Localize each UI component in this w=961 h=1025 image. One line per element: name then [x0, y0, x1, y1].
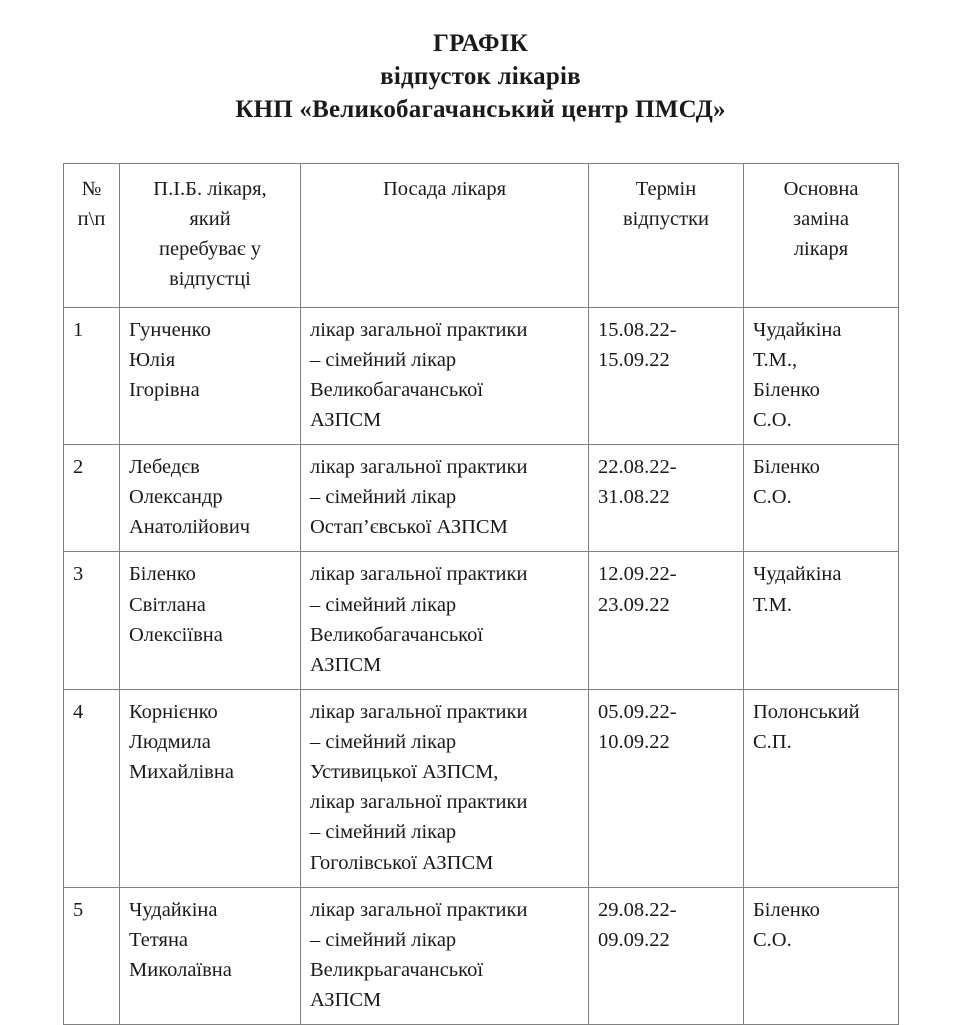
doctor-name-line-1: Чудайкіна: [129, 898, 218, 921]
column-header-vacation-term-lines: [598, 174, 734, 234]
position-line-4: лікар загальної практики: [310, 791, 528, 814]
substitute-line-4: С.О.: [753, 408, 792, 431]
column-header-position: [301, 164, 589, 308]
doctor-name-line-2: Світлана: [129, 593, 206, 616]
cell-row-number: 3: [64, 552, 120, 690]
column-header-doctor-name-line-3: перебуває у: [159, 238, 261, 261]
position-line-2: – сімейний лікар: [310, 731, 457, 753]
position-line-2: – сімейний лікар: [310, 486, 457, 509]
position-lines: [310, 559, 579, 680]
substitute-line-2: Т.М.: [753, 593, 792, 616]
doctor-name-line-3: Ігорівна: [129, 378, 200, 401]
cell-position: [301, 887, 589, 1025]
column-header-position-line-1: Посада лікаря: [382, 178, 507, 200]
vacation-term-line-1: 22.08.22-: [598, 456, 677, 478]
position-line-2: – сімейний лікар: [310, 348, 457, 371]
table-row: [64, 445, 899, 552]
doctor-name-lines: [129, 315, 291, 405]
cell-doctor-name: [120, 307, 301, 445]
column-header-vacation-term-line-1: Термін: [635, 178, 697, 200]
doctor-name-line-1: Гунченко: [129, 318, 211, 341]
substitute-lines: [753, 559, 889, 619]
cell-vacation-term: [589, 307, 744, 445]
cell-doctor-name: [120, 887, 301, 1025]
table-row: [64, 689, 899, 887]
table-header-row: [64, 164, 899, 308]
cell-position: [301, 307, 589, 445]
cell-position: [301, 445, 589, 552]
cell-doctor-name: [120, 445, 301, 552]
position-line-3: Устивицької АЗПСМ,: [310, 761, 499, 784]
substitute-lines: [753, 697, 889, 757]
substitute-line-1: Біленко: [753, 898, 820, 921]
substitute-line-2: С.О.: [753, 486, 792, 509]
cell-vacation-term: [589, 689, 744, 887]
doctor-name-line-2: Юлія: [129, 348, 176, 371]
cell-substitute: [744, 445, 899, 552]
column-header-substitute-lines: [753, 174, 889, 264]
position-line-1: лікар загальної практики: [310, 318, 528, 341]
doctor-name-line-2: Олександр: [129, 486, 223, 509]
position-lines: [310, 452, 579, 542]
vacation-term-line-2: 23.09.22: [598, 593, 670, 616]
vacation-term-lines: [598, 315, 734, 375]
substitute-line-2: С.П.: [753, 731, 792, 753]
column-header-number: [64, 164, 120, 308]
column-header-doctor-name-lines: [129, 174, 291, 295]
vacation-term-line-1: 29.08.22-: [598, 898, 677, 921]
cell-vacation-term: [589, 552, 744, 690]
column-header-vacation-term: [589, 164, 744, 308]
vacation-term-line-2: 09.09.22: [598, 928, 670, 951]
substitute-line-3: Біленко: [753, 378, 820, 401]
doctor-name-line-3: Анатолійович: [129, 516, 251, 539]
position-line-2: – сімейний лікар: [310, 928, 457, 951]
table-row: [64, 307, 899, 445]
position-line-6: Гоголівської АЗПСМ: [310, 851, 494, 874]
title-line-organization: КНП «Великобагачанський центр ПМСД»: [235, 96, 726, 123]
position-lines: [310, 697, 579, 878]
column-header-doctor-name-line-1: П.І.Б. лікаря,: [153, 178, 267, 200]
cell-row-number: 4: [64, 689, 120, 887]
vacation-term-lines: [598, 895, 734, 955]
column-header-position-lines: [310, 174, 579, 204]
position-line-1: лікар загальної практики: [310, 563, 528, 586]
vacation-term-lines: [598, 697, 734, 757]
cell-doctor-name: [120, 689, 301, 887]
cell-substitute: [744, 689, 899, 887]
table-body: [64, 307, 899, 1025]
vacation-schedule-table-container: [63, 163, 898, 1025]
position-lines: [310, 315, 579, 436]
doctor-name-line-3: Михайлівна: [129, 761, 234, 784]
substitute-line-1: Біленко: [753, 456, 820, 478]
vacation-term-line-2: 10.09.22: [598, 731, 670, 753]
position-line-3: Великобагачанської: [310, 623, 484, 646]
column-header-vacation-term-line-2: відпустки: [622, 208, 709, 231]
cell-substitute: [744, 552, 899, 690]
doctor-name-line-1: Біленко: [129, 563, 196, 586]
position-line-3: Остап’євської АЗПСМ: [310, 516, 508, 539]
position-line-4: АЗПСМ: [310, 408, 382, 431]
vacation-term-line-1: 05.09.22-: [598, 700, 677, 723]
column-header-number-line-1: №: [81, 178, 102, 200]
substitute-line-1: Полонський: [753, 700, 860, 723]
doctor-name-lines: [129, 559, 291, 649]
title-line-graphic: ГРАФІК: [433, 30, 528, 57]
column-header-number-lines: [73, 174, 110, 234]
table-row: [64, 887, 899, 1025]
position-line-2: – сімейний лікар: [310, 593, 457, 616]
vacation-term-line-1: 12.09.22-: [598, 563, 677, 586]
doctor-name-line-1: Лебедєв: [129, 456, 200, 478]
cell-row-number: 1: [64, 307, 120, 445]
title-line-subject: відпусток лікарів: [380, 63, 581, 90]
doctor-name-lines: [129, 452, 291, 542]
position-lines: [310, 895, 579, 1016]
column-header-number-line-2: п\п: [77, 208, 106, 231]
table-row: [64, 552, 899, 690]
column-header-substitute-line-3: лікаря: [793, 238, 849, 261]
cell-position: [301, 689, 589, 887]
substitute-line-2: Т.М.,: [753, 348, 798, 371]
vacation-term-line-2: 15.09.22: [598, 348, 670, 371]
doctor-name-line-2: Людмила: [129, 731, 211, 753]
position-line-3: Великрьагачанської: [310, 958, 484, 981]
cell-row-number: 5: [64, 887, 120, 1025]
position-line-1: лікар загальної практики: [310, 456, 528, 478]
cell-substitute: [744, 307, 899, 445]
cell-position: [301, 552, 589, 690]
column-header-doctor-name-line-2: який: [189, 208, 231, 231]
vacation-term-line-1: 15.08.22-: [598, 318, 677, 341]
substitute-lines: [753, 452, 889, 512]
position-line-4: АЗПСМ: [310, 989, 382, 1011]
substitute-line-1: Чудайкіна: [753, 563, 842, 586]
substitute-line-2: С.О.: [753, 928, 792, 951]
position-line-4: АЗПСМ: [310, 653, 382, 676]
vacation-term-lines: [598, 452, 734, 512]
table-header: [64, 164, 899, 308]
cell-vacation-term: [589, 887, 744, 1025]
column-header-substitute-line-1: Основна: [783, 178, 859, 200]
position-line-3: Великобагачанської: [310, 378, 484, 401]
column-header-substitute: [744, 164, 899, 308]
column-header-substitute-line-2: заміна: [793, 208, 849, 231]
doctor-name-lines: [129, 697, 291, 787]
substitute-lines: [753, 315, 889, 436]
page-title: [0, 0, 961, 126]
column-header-doctor-name-line-4: відпустці: [169, 268, 251, 291]
vacation-term-lines: [598, 559, 734, 619]
cell-doctor-name: [120, 552, 301, 690]
vacation-schedule-table: [63, 163, 899, 1025]
vacation-term-line-2: 31.08.22: [598, 486, 670, 509]
doctor-name-line-3: Миколаївна: [129, 958, 232, 981]
cell-row-number: 2: [64, 445, 120, 552]
doctor-name-line-3: Олексіївна: [129, 623, 223, 646]
cell-vacation-term: [589, 445, 744, 552]
cell-substitute: [744, 887, 899, 1025]
substitute-lines: [753, 895, 889, 955]
position-line-1: лікар загальної практики: [310, 898, 528, 921]
doctor-name-lines: [129, 895, 291, 985]
position-line-1: лікар загальної практики: [310, 700, 528, 723]
doctor-name-line-2: Тетяна: [129, 928, 189, 951]
position-line-5: – сімейний лікар: [310, 821, 457, 844]
doctor-name-line-1: Корнієнко: [129, 700, 218, 723]
substitute-line-1: Чудайкіна: [753, 318, 842, 341]
column-header-doctor-name: [120, 164, 301, 308]
